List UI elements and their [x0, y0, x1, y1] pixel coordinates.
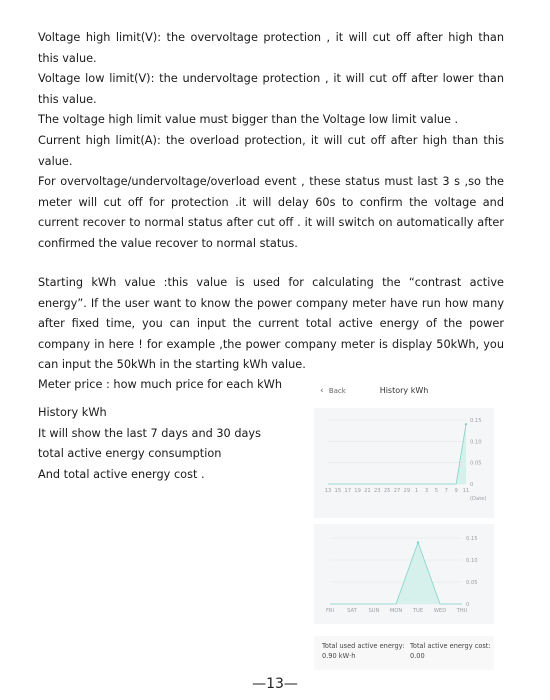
- phone-title: History kWh: [379, 386, 429, 395]
- y-tick-label: 0.15: [466, 536, 478, 542]
- x-tick-label: 27: [393, 488, 401, 494]
- total-energy-value: 0.90 kW·h: [322, 651, 356, 660]
- data-point: [465, 423, 467, 425]
- back-label: Back: [328, 387, 346, 395]
- data-point: [417, 541, 419, 543]
- meter-price-text: Meter price : how much price for each kWh: [38, 378, 282, 391]
- x-tick-label: TUE: [412, 608, 424, 614]
- limit-rule-text: The voltage high limit value must bigger than the Voltage low limit value .: [38, 113, 459, 127]
- history-line-1: It will show the last 7 days and 30 days: [38, 426, 261, 440]
- x-tick-label: 21: [364, 488, 371, 494]
- y-tick-label: 0.10: [470, 439, 482, 446]
- x-tick-label: SAT: [347, 608, 357, 614]
- y-tick-label: 0.10: [466, 558, 478, 564]
- history-line-3: And total active energy cost .: [38, 467, 205, 481]
- series-area: [330, 542, 462, 604]
- series-line: [328, 424, 466, 484]
- total-energy-block: [322, 642, 408, 661]
- x-tick-label: 11: [462, 488, 470, 494]
- total-cost-value: 0.00: [410, 651, 425, 660]
- chart-30-days: [314, 408, 494, 518]
- total-cost-block: [410, 642, 496, 661]
- total-cost-label: Total active energy cost:: [410, 642, 491, 650]
- x-tick-label: 13: [324, 488, 332, 494]
- chart-30-svg: [314, 408, 494, 518]
- history-heading: History kWh: [38, 406, 107, 419]
- x-axis-unit: (Date): [470, 496, 487, 502]
- totals-card: [314, 636, 494, 670]
- protection-event-text: For overvoltage/undervoltage/overload event , these status must last 3 s ,so the meter will cut off for protection .it will delay 60s to confirm the voltage and current recover to normal status after cut off . it will switch on automatically after confirmed the value recover to normal status.: [38, 175, 504, 250]
- history-line-2: total active energy consumption: [38, 447, 222, 461]
- instruction-section: [38, 28, 504, 255]
- x-tick-label: 17: [344, 488, 352, 494]
- total-energy-label: Total used active energy:: [322, 642, 405, 650]
- x-tick-label: FRI: [325, 608, 335, 614]
- chart-7-days: [314, 524, 494, 624]
- x-tick-label: 7: [444, 488, 448, 494]
- x-tick-label: 23: [373, 488, 381, 494]
- phone-header: [314, 378, 494, 408]
- starting-kwh-section: [38, 273, 504, 376]
- x-tick-label: 19: [354, 488, 361, 494]
- y-tick-label: 0: [470, 482, 474, 488]
- starting-kwh-text: Starting kWh value :this value is used for calculating the “contrast active energy”. If the user want to know the power company meter have run how many after fixed time, you can input the current total active energy of the power company in here ! for example ,the power company meter is display 50kWh, you can input the 50kWh in the starting kWh value.: [38, 276, 504, 372]
- history-section: [38, 403, 298, 485]
- chart-7-svg: [314, 524, 494, 624]
- voltage-low-limit-text: Voltage low limit(V): the undervoltage protection , it will cut off after lower than this value.: [38, 72, 504, 106]
- current-high-limit-text: Current high limit(A): the overload protection, it will cut off after high than this value.: [38, 133, 504, 168]
- x-tick-label: SUN: [368, 608, 380, 614]
- x-tick-label: WED: [433, 608, 447, 614]
- series-area: [328, 424, 466, 484]
- y-tick-label: 0.05: [470, 460, 482, 467]
- x-tick-label: 25: [383, 488, 391, 494]
- y-tick-label: 0.05: [466, 580, 478, 586]
- x-tick-label: 15: [334, 488, 342, 494]
- y-tick-label: 0.15: [470, 418, 482, 424]
- x-tick-label: MON: [389, 608, 403, 614]
- page-number: —13—: [252, 676, 298, 692]
- series-line: [330, 542, 462, 604]
- chevron-left-icon: ‹: [320, 386, 324, 396]
- voltage-high-limit-text: Voltage high limit(V): the overvoltage protection , it will cut off after high than this value.: [38, 31, 504, 65]
- x-tick-label: 3: [424, 488, 429, 494]
- x-tick-label: 9: [454, 488, 458, 494]
- y-tick-label: 0: [466, 602, 470, 608]
- meter-price-section: [38, 375, 298, 396]
- x-tick-label: 5: [434, 488, 439, 494]
- x-tick-label: THU: [456, 608, 468, 614]
- x-tick-label: 1: [415, 488, 419, 494]
- phone-screenshot: [314, 378, 494, 670]
- x-tick-label: 29: [403, 488, 411, 494]
